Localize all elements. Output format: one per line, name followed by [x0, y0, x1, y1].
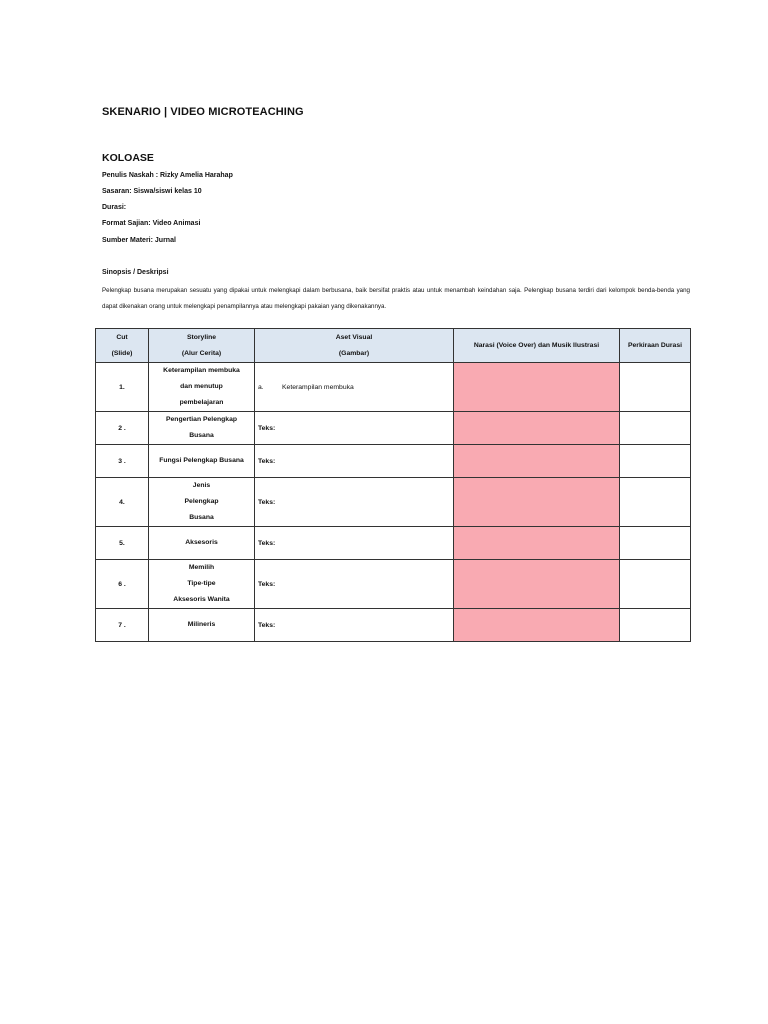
storyline-line: Pelengkap [184, 498, 219, 505]
narasi-cell [454, 363, 620, 412]
storyline-cell [149, 560, 255, 609]
narasi-cell [454, 412, 620, 445]
cut-cell: 2 . [96, 412, 149, 445]
aset-visual-cell: Teks: [255, 412, 454, 445]
header-narasi: Narasi (Voice Over) dan Musik Ilustrasi [454, 329, 620, 363]
storyline-cell [149, 412, 255, 445]
storyline-cell [149, 478, 255, 527]
aset-visual-cell: Teks: [255, 527, 454, 560]
meta-source: Sumber Materi: Jurnal [102, 237, 176, 244]
storyline-line: Memilih [188, 564, 215, 571]
meta-duration: Durasi: [102, 204, 127, 211]
meta-format: Format Sajian: Video Animasi [102, 220, 201, 227]
aset-visual-cell: Teks: [255, 609, 454, 642]
header-storyline-line2: (Alur Cerita) [181, 349, 222, 357]
narasi-cell [454, 445, 620, 478]
header-aset-line1: Aset Visual [335, 333, 373, 341]
storyline-line: Jenis [192, 482, 211, 489]
storyline-cell [149, 445, 255, 478]
cut-cell: 4. [96, 478, 149, 527]
durasi-cell [620, 560, 691, 609]
table-row [96, 445, 691, 478]
storyline-line: Busana [189, 514, 214, 521]
storyline-line: Tipe-tipe [187, 580, 216, 587]
table-header-row [96, 329, 691, 363]
storyline-line: Keterampilan membuka [163, 367, 240, 374]
cut-cell: 1. [96, 363, 149, 412]
table-row [96, 560, 691, 609]
durasi-cell [620, 363, 691, 412]
durasi-cell [620, 527, 691, 560]
aset-bullet: a. [258, 383, 264, 391]
page-title: SKENARIO | VIDEO MICROTEACHING [102, 106, 304, 118]
narasi-cell [454, 609, 620, 642]
cut-cell: 5. [96, 527, 149, 560]
storyline-cell [149, 363, 255, 412]
storyline-line: Fungsi Pelengkap Busana [159, 457, 244, 464]
header-cut-line2: (Slide) [111, 349, 133, 357]
cut-cell: 6 . [96, 560, 149, 609]
aset-visual-cell: Teks: [255, 445, 454, 478]
header-aset-line2: (Gambar) [338, 349, 370, 357]
narasi-cell [454, 527, 620, 560]
durasi-cell [620, 412, 691, 445]
storyline-cell [149, 527, 255, 560]
storyline-cell [149, 609, 255, 642]
table-row [96, 527, 691, 560]
aset-text: Keterampilan membuka [282, 383, 354, 391]
meta-target: Sasaran: Siswa/siswi kelas 10 [102, 188, 202, 195]
storyline-line: pembelajaran [179, 399, 224, 406]
meta-writer: Penulis Naskah : Rizky Amelia Harahap [102, 172, 233, 179]
header-cut-line1: Cut [116, 333, 128, 341]
durasi-cell [620, 445, 691, 478]
storyline-line: Busana [189, 432, 214, 439]
aset-visual-cell: Teks: [255, 560, 454, 609]
synopsis-text: Pelengkap busana merupakan sesuatu yang dipakai untuk melengkapi dalam berbusana, baik bersifat praktis atau untuk menambah keindahan saja. Pelengkap busana terdiri dari kelompok benda-benda yang dapat dikenakan orang untuk melengkapi penampilannya atau melengkapi pakaian yang dikenakannya. [102, 287, 690, 310]
storyline-line: Milineris [187, 621, 216, 628]
storyline-line: Aksesoris Wanita [173, 596, 230, 603]
aset-visual-cell: Teks: [255, 478, 454, 527]
storyline-line: dan menutup [180, 383, 223, 390]
table-row [96, 363, 691, 412]
storyline-line: Pengertian Pelengkap [165, 416, 237, 423]
table-row [96, 478, 691, 527]
scenario-table [95, 328, 691, 642]
table-row [96, 609, 691, 642]
aset-visual-cell [255, 363, 454, 412]
cut-cell: 7 . [96, 609, 149, 642]
header-aset-visual [255, 329, 454, 363]
synopsis-heading: Sinopsis / Deskripsi [102, 269, 169, 276]
header-storyline [149, 329, 255, 363]
header-cut [96, 329, 149, 363]
storyline-line: Aksesoris [185, 539, 218, 546]
narasi-cell [454, 560, 620, 609]
header-durasi: Perkiraan Durasi [620, 329, 691, 363]
cut-cell: 3 . [96, 445, 149, 478]
narasi-cell [454, 478, 620, 527]
durasi-cell [620, 609, 691, 642]
header-storyline-line1: Storyline [186, 333, 217, 341]
section-title: KOLOASE [102, 152, 154, 164]
durasi-cell [620, 478, 691, 527]
table-row [96, 412, 691, 445]
